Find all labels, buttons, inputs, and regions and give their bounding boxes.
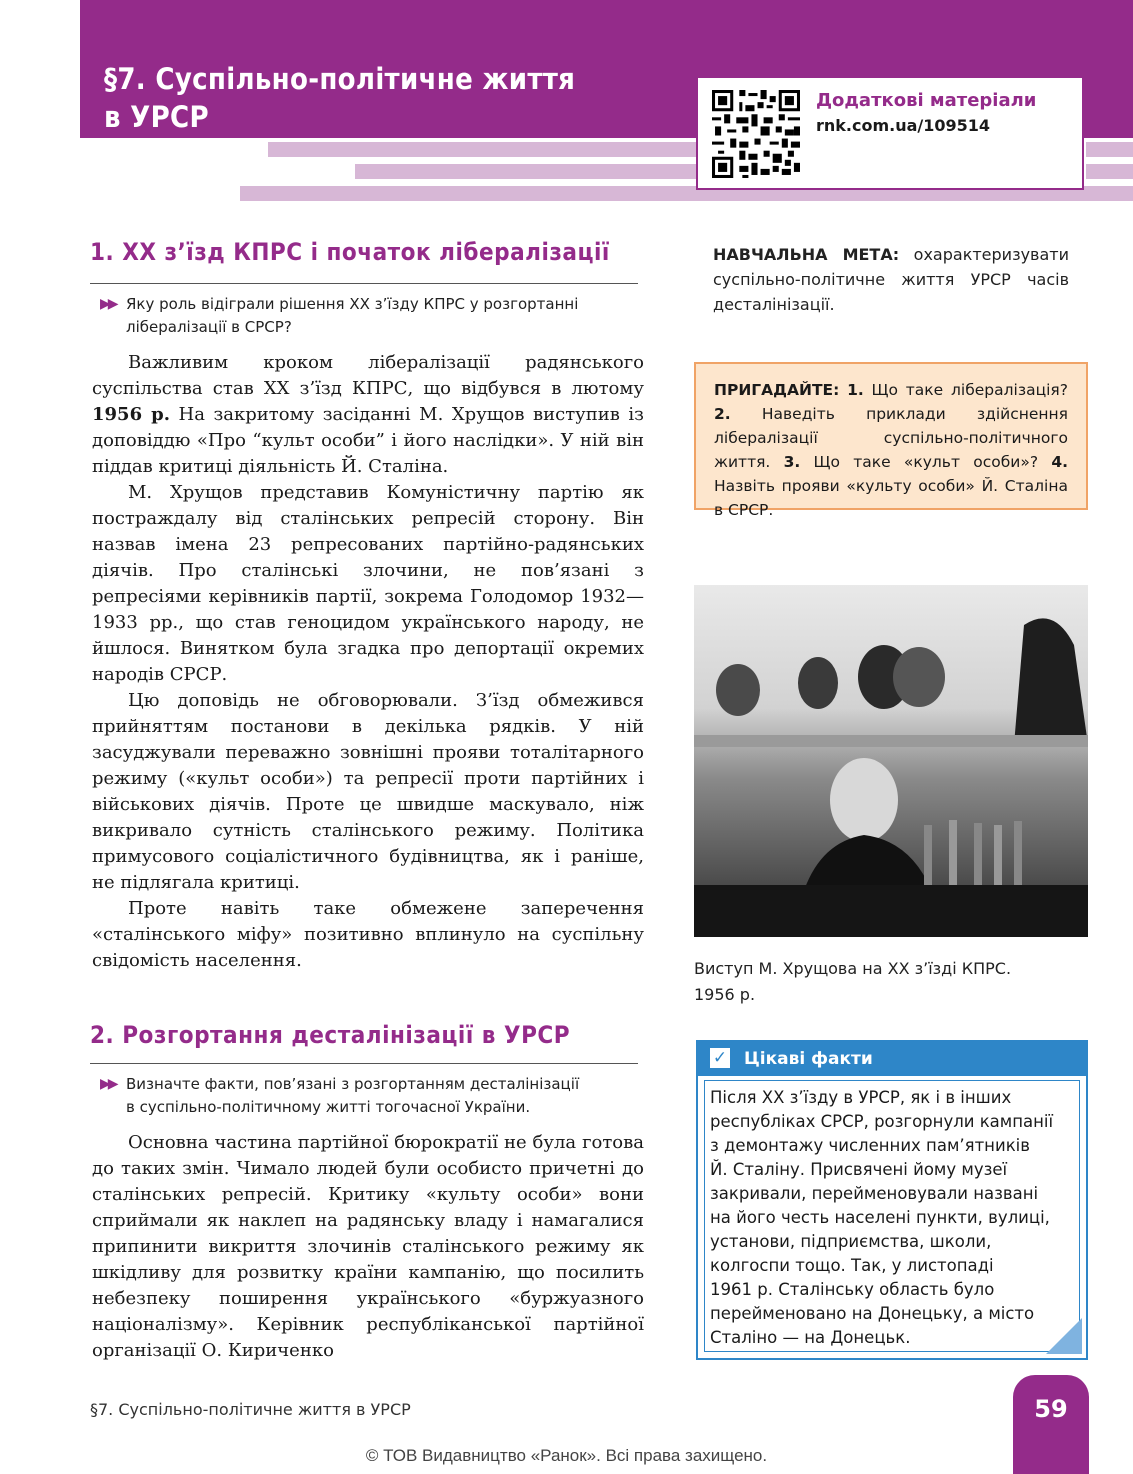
decor-stripe (1086, 164, 1133, 179)
facts-line: на його честь населені пункти, вулиці, (710, 1208, 1050, 1227)
interesting-facts-box (696, 1040, 1088, 1360)
section-2-body (92, 1130, 644, 1364)
decor-stripe (268, 142, 698, 157)
section-2-question (100, 1073, 645, 1119)
copyright-notice: © ТОВ Видавництво «Ранок». Всі права захищено. (365, 1446, 768, 1465)
question-line: Визначте факти, пов’язані з розгортанням десталінізації (126, 1075, 580, 1093)
chapter-title-line2: в УРСР (104, 100, 209, 134)
facts-line: республіках СРСР, розгорнули кампанії (710, 1112, 1054, 1131)
facts-line: колгоспи тощо. Так, у листопаді (710, 1256, 994, 1275)
paragraph: Проте навіть таке обмежене заперечення «сталінського міфу» позитивно вплинуло на суспільну свідомість населення. (92, 898, 644, 971)
additional-materials-box[interactable] (696, 76, 1084, 190)
paragraph: Основна частина партійної бюрократії не була готова до таких змін. Чимало людей були особисто причетні до сталінських репресій. Критику «культу особи» вони сприймали як наклеп на радянську владу і намагалися припинити викриття злочинів сталінського режиму як шкідливу для розвитку країни кампанію, що посилить небезпеку поширення українського «буржуазного націоналізму». Керівник республіканської партійної організації О. Кириченко (92, 1132, 644, 1361)
interesting-facts-header (698, 1042, 1086, 1076)
decor-stripe (355, 164, 698, 179)
additional-materials-link[interactable]: rnk.com.ua/109514 (816, 116, 991, 135)
decor-stripe (1086, 142, 1133, 157)
question-line: в суспільно-політичному житті тогочасної України. (126, 1098, 531, 1116)
facts-line: з демонтажу численних пам’ятників (710, 1136, 1030, 1155)
section-2-rule (90, 1063, 638, 1064)
recall-label: ПРИГАДАЙТЕ: (714, 381, 840, 399)
checkmark-icon: ✓ (710, 1048, 730, 1068)
learning-goal (713, 242, 1069, 317)
page-number: 59 (1013, 1375, 1089, 1474)
learning-goal-label: НАВЧАЛЬНА МЕТА: (713, 245, 900, 264)
running-title: §7. Суспільно-політичне життя в УРСР (90, 1400, 411, 1419)
question-line: Яку роль відіграли рішення XX з’їзду КПРС у розгортанні (126, 295, 579, 313)
section-1-question (100, 293, 645, 339)
chapter-title-line1: §7. Суспільно-політичне життя (104, 62, 576, 96)
photo-caption (694, 956, 1088, 1008)
facts-line: Й. Сталіну. Присвячені йому музеї (710, 1160, 1008, 1179)
question-arrow-icon: ▶▶ (100, 1076, 116, 1092)
page-curl-decor (1046, 1318, 1082, 1354)
photo-illustration (694, 585, 1088, 937)
question-arrow-icon: ▶▶ (100, 296, 116, 312)
paragraph: Важливим кроком лібералізації радянського суспільства став XX з’їзд КПРС, що відбувся в лютому 1956 р. На закритому засіданні М. Хрущов виступив із доповіддю «Про “культ особи” і його наслідки». У ній він піддав критиці діяльність Й. Сталіна. (92, 352, 644, 477)
interesting-facts-title: Цікаві факти (744, 1049, 873, 1069)
recall-box: ПРИГАДАЙТЕ: 1. Що таке лібералізація? 2. Наведіть приклади здійснення лібералізації суспільно-політичного життя. 3. Що таке «культ особи»? 4. Назвіть прояви «культу особи» Й. Сталіна в СРСР. (694, 362, 1088, 510)
facts-line: установи, підприємства, школи, (710, 1232, 992, 1251)
facts-line: закривали, перейменовували названі (710, 1184, 1039, 1203)
interesting-facts-text (710, 1086, 1074, 1350)
photo-caption-line: Виступ М. Хрущова на XX з’їзді КПРС. (694, 959, 1012, 978)
section-1-title: 1. XX з’їзд КПРС і початок лібералізації (90, 238, 610, 266)
facts-line: Після XX з’їзду в УРСР, як і в інших (710, 1088, 1012, 1107)
paragraph: М. Хрущов представив Комуністичну партію як постраждалу від сталінських репресій сторону. Він назвав імена 23 репресованих партійно-радянських діячів. Про сталінські злочини, не пов’язані з репресіями керівників партії, зокрема Голодомор 1932—1933 рр., що став геноцидом українського народу, не йшлося. Винятком була згадка про депортації окремих народів СРСР. (92, 482, 644, 685)
khrushchev-congress-photo (694, 585, 1088, 937)
chapter-title (104, 60, 624, 136)
learning-goal-text: охарактеризувати суспільно-політичне життя УРСР часів десталінізації. (713, 245, 1070, 314)
question-line: лібералізації в СРСР? (126, 318, 292, 336)
qr-code-icon[interactable] (712, 90, 800, 178)
facts-line: перейменовано на Донецьку, а місто (710, 1304, 1035, 1323)
section-1-body (92, 350, 644, 974)
additional-materials-title: Додаткові матеріали (816, 90, 1037, 111)
facts-line: 1961 р. Сталінську область було (710, 1280, 995, 1299)
section-1-rule (90, 283, 638, 284)
section-2-title: 2. Розгортання десталінізації в УРСР (90, 1021, 571, 1049)
facts-line: Сталіно — на Донецьк. (710, 1328, 911, 1347)
paragraph: Цю доповідь не обговорювали. З’їзд обмежився прийняттям постанови в декілька рядків. У ній засуджували переважно зовнішні прояви тоталітарного режиму («культ особи») та репресії проти партійних і військових діячів. Проте це швидше маскувало, ніж викривало сутність сталінського режиму. Політика примусового соціалістичного будівництва, як і раніше, не підлягала критиці. (92, 690, 644, 893)
photo-caption-line: 1956 р. (694, 985, 756, 1004)
